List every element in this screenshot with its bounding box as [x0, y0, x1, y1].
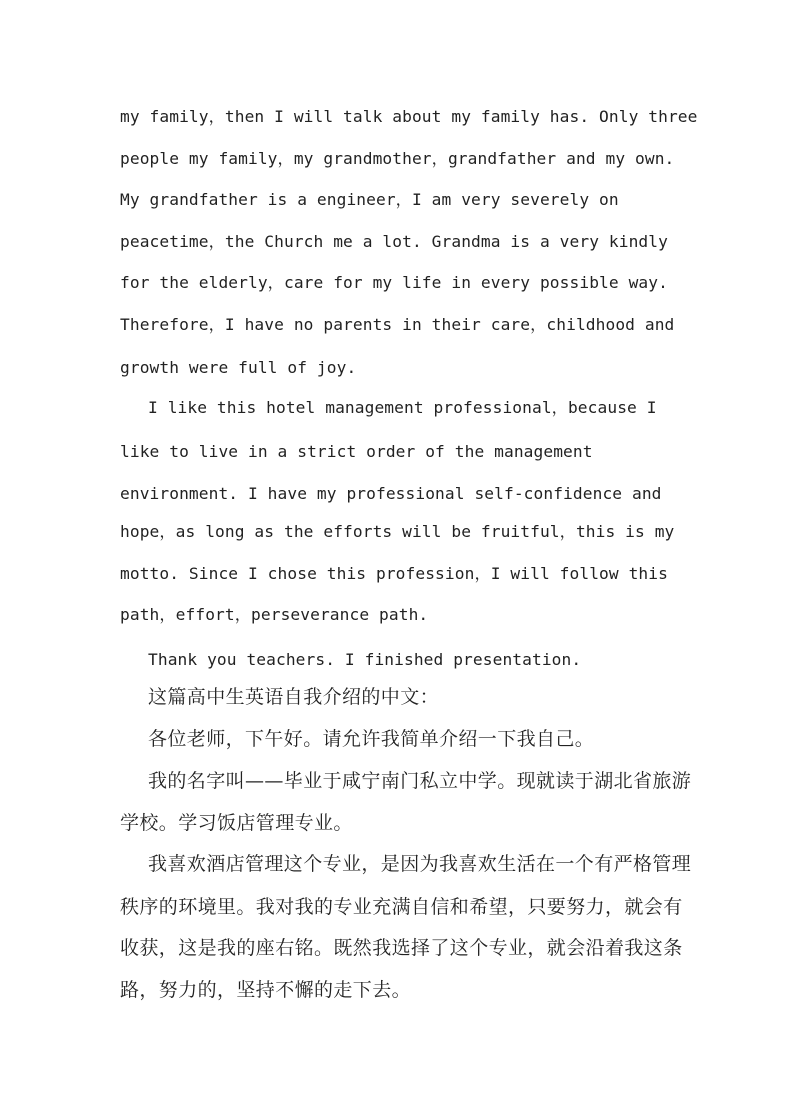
text-line: Therefore，I have no parents in their care，childhood and	[120, 315, 675, 334]
text-line: 学校。学习饭店管理专业。	[120, 812, 353, 834]
text-line: motto. Since I chose this profession，I will follow this	[120, 564, 668, 583]
text-line: 收获，这是我的座右铭。既然我选择了这个专业，就会沿着我这条	[120, 937, 683, 959]
text-line: peacetime，the Church me a lot. Grandma is a very kindly	[120, 232, 668, 251]
text-line: people my family，my grandmother，grandfather and my own.	[120, 149, 675, 168]
text-line: environment. I have my professional self-confidence and	[120, 484, 662, 503]
text-line: My grandfather is a engineer，I am very severely on	[120, 190, 619, 209]
text-line: hope，as long as the efforts will be fruitful，this is my	[120, 522, 675, 541]
text-line: path，effort，perseverance path.	[120, 605, 429, 624]
text-line: 各位老师，下午好。请允许我简单介绍一下我自己。	[148, 728, 595, 750]
text-line: growth were full of joy.	[120, 358, 357, 377]
text-line: for the elderly，care for my life in every possible way.	[120, 273, 668, 292]
text-line: Thank you teachers. I finished presentation.	[148, 650, 582, 669]
text-line: 路，努力的，坚持不懈的走下去。	[120, 979, 412, 1001]
text-line: I like this hotel management professional，because I	[148, 398, 657, 417]
text-line: my family，then I will talk about my family has. Only three	[120, 107, 698, 126]
text-line: 秩序的环境里。我对我的专业充满自信和希望，只要努力，就会有	[120, 896, 683, 918]
text-line: 这篇高中生英语自我介绍的中文：	[148, 686, 440, 708]
text-line: like to live in a strict order of the management	[120, 442, 593, 461]
text-line: 我喜欢酒店管理这个专业，是因为我喜欢生活在一个有严格管理	[148, 853, 692, 875]
text-line: 我的名字叫——毕业于咸宁南门私立中学。现就读于湖北省旅游	[148, 770, 692, 792]
